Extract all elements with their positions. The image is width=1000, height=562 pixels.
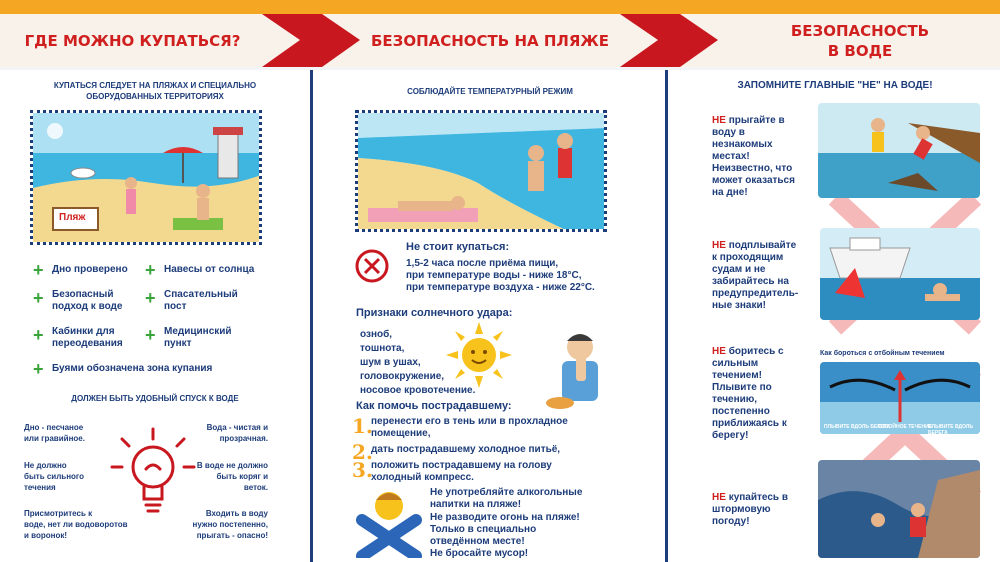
col1-intro: КУПАТЬСЯ СЛЕДУЕТ НА ПЛЯЖАХ И СПЕЦИАЛЬНО ОБОРУДОВАННЫХ ТЕРРИТОРИЯХ <box>53 81 257 101</box>
help-step: положить пострадавшему на голову холодный компресс. <box>371 460 552 483</box>
water-rules-title: ЗАПОМНИТЕ ГЛАВНЫЕ "НЕ" НА ВОДЕ! <box>737 80 933 91</box>
help-step: перенести его в тень или в прохладное помещение, <box>371 416 568 439</box>
plus-icon: + <box>33 288 44 308</box>
beach-rule: Не бросайте мусор! <box>430 548 529 559</box>
plus-icon: + <box>145 325 156 345</box>
plus-icon: + <box>33 260 44 280</box>
tip-left: Присмотритесь к воде, нет ли водоворотов и воронок! <box>24 509 128 540</box>
plus-icon: + <box>145 260 156 280</box>
feature-item: Спасательный пост <box>164 289 238 312</box>
current-label: ПЛЫВИТЕ ВДОЛЬ БЕРЕГА <box>824 424 891 430</box>
feature-item: Медицинский пункт <box>164 326 232 349</box>
water-rule: НЕ подплывайте к проходящим судам и не забирайтесь на предупредитель- ные знаки! <box>712 240 799 311</box>
water-rule: НЕ купайтесь в штормовую погоду! <box>712 492 788 527</box>
feature-item: Навесы от солнца <box>164 264 255 275</box>
shore-illustration <box>355 110 607 232</box>
col2-title: БЕЗОПАСНОСТЬ НА ПЛЯЖЕ <box>370 31 609 50</box>
help-title: Как помочь пострадавшему: <box>356 400 512 412</box>
stop-gesture-icon <box>356 486 422 558</box>
water-rule: НЕ боритесь с сильным течением! Плывите по течению, постепенно приближаясь к берегу! <box>712 346 787 441</box>
feature-item: Буями обозначена зона купания <box>52 363 213 374</box>
beach-rule: Не употребляйте алкогольные напитки на пляже! <box>430 487 583 510</box>
chevron-arrow-icon <box>262 14 362 67</box>
feature-item: Безопасный подход к воде <box>52 289 123 312</box>
beach-rule: Не разводите огонь на пляже! Только в специально отведённом месте! <box>430 512 580 547</box>
step-number: 1. <box>352 414 373 438</box>
sun-icon <box>444 320 514 390</box>
diving-illustration <box>818 103 980 198</box>
tip-left: Не должно быть сильного течения <box>24 461 85 492</box>
rip-current-diagram <box>820 362 980 434</box>
no-swim-list: 1,5-2 часа после приёма пищи, при температуре воды - ниже 18°С, при температуре воздуха - ниже 22°С. <box>406 258 595 293</box>
beach-illustration <box>30 110 262 245</box>
beach-sign: Пляж <box>59 212 86 223</box>
forbidden-icon <box>354 248 390 284</box>
help-step: дать пострадавшему холодное питьё, <box>371 444 561 455</box>
current-caption: Как бороться с отбойным течением <box>820 350 945 357</box>
water-rule: НЕ прыгайте в воду в незнакомых местах! Неизвестно, что может оказаться на дне! <box>712 115 795 198</box>
step-number: 3. <box>352 458 373 482</box>
sick-man-illustration <box>540 325 620 415</box>
top-orange-bar <box>0 0 1000 14</box>
plus-icon: + <box>33 325 44 345</box>
tip-left: Дно - песчаное или гравийное. <box>24 423 85 443</box>
col1-title: ГДЕ МОЖНО КУПАТЬСЯ? <box>24 31 241 50</box>
feature-item: Дно проверено <box>52 264 128 275</box>
col3-title: БЕЗОПАСНОСТЬ В ВОДЕ <box>790 21 930 60</box>
tip-right: В воде не должно быть коряг и веток. <box>196 461 268 492</box>
storm-illustration <box>818 460 980 558</box>
plus-icon: + <box>145 288 156 308</box>
temp-title: СОБЛЮДАЙТЕ ТЕМПЕРАТУРНЫЙ РЕЖИМ <box>407 87 573 96</box>
ship-illustration <box>820 228 980 320</box>
step-number: 2. <box>352 440 373 464</box>
current-label: ПЛЫВИТЕ ВДОЛЬ БЕРЕГА <box>928 424 973 434</box>
plus-icon: + <box>33 359 44 379</box>
no-swim-title: Не стоит купаться: <box>406 241 510 253</box>
symptoms-list: озноб, тошнота, шум в ушах, головокружение, носовое кровотечение. <box>360 329 476 396</box>
chevron-arrow-icon <box>620 14 720 67</box>
feature-item: Кабинки для переодевания <box>52 326 123 349</box>
current-label: ОТБОЙНОЕ ТЕЧЕНИЕ <box>878 424 933 430</box>
tip-right: Входить в воду нужно постепенно, прыгать - опасно! <box>192 509 268 540</box>
descent-title: ДОЛЖЕН БЫТЬ УДОБНЫЙ СПУСК К ВОДЕ <box>71 394 239 403</box>
tip-right: Вода - чистая и прозрачная. <box>206 423 268 443</box>
sunstroke-title: Признаки солнечного удара: <box>356 307 513 319</box>
